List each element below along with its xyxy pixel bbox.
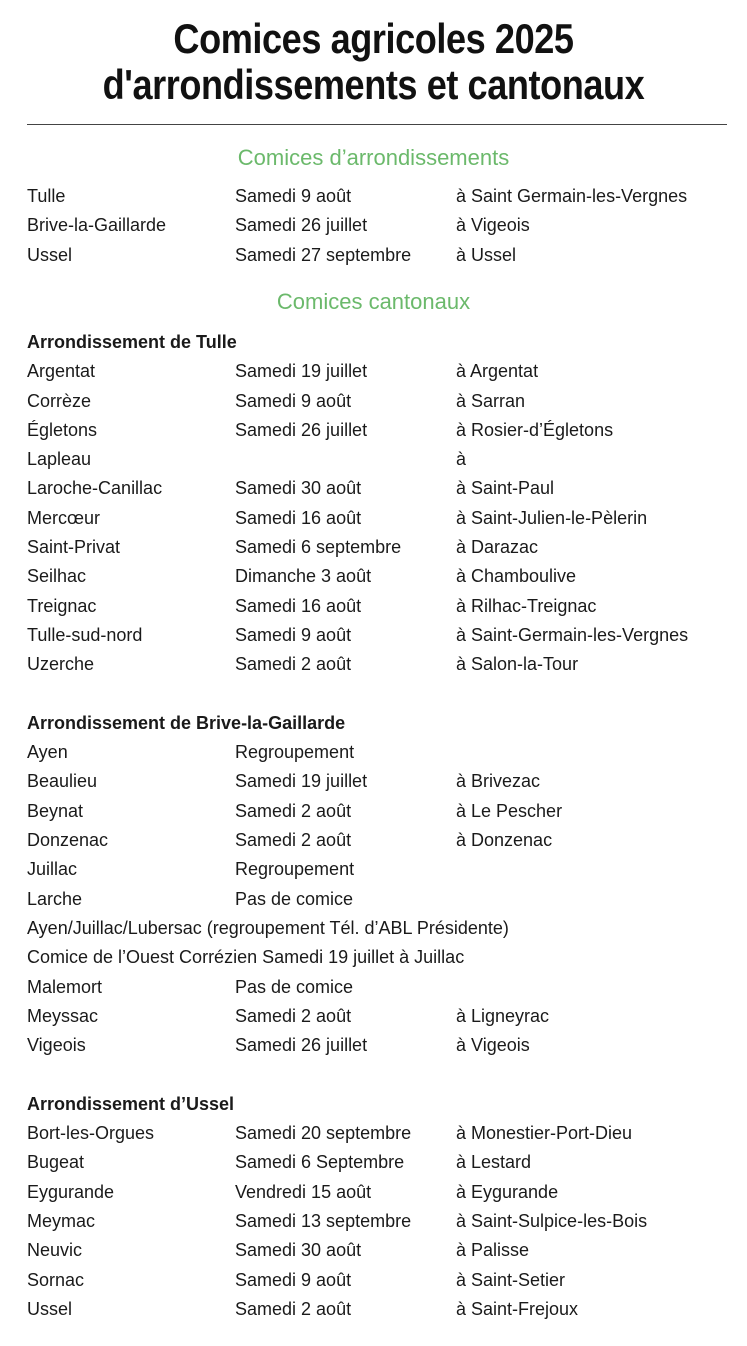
- row-place: à Vigeois: [456, 215, 530, 236]
- table-row: [27, 387, 737, 416]
- title-line-1: Comices agricoles 2025: [173, 15, 574, 62]
- heading-tulle: Arrondissement de Tulle: [27, 332, 237, 352]
- row-name: Sornac: [27, 1269, 85, 1290]
- row-name: Corrèze: [27, 390, 92, 411]
- page-title: [52, 0, 694, 108]
- row-name: Saint-Privat: [27, 537, 121, 558]
- row-date: Samedi 26 juillet: [235, 215, 368, 236]
- row-name: Lapleau: [27, 449, 92, 470]
- row-date: Samedi 30 août: [235, 1240, 362, 1261]
- row-date: Samedi 2 août: [235, 1298, 352, 1319]
- row-name: Meyssac: [27, 1005, 99, 1026]
- row-name: Ussel: [27, 1298, 73, 1319]
- row-date: Samedi 9 août: [235, 624, 352, 645]
- table-row: [27, 211, 737, 240]
- row-name: Seilhac: [27, 566, 87, 587]
- row-name: Uzerche: [27, 654, 95, 675]
- row-place: à Saint-Sulpice-les-Bois: [456, 1210, 648, 1231]
- row-date: Samedi 6 septembre: [235, 537, 402, 558]
- row-name: Bugeat: [27, 1152, 85, 1173]
- row-date: Samedi 2 août: [235, 654, 352, 675]
- row-date: Samedi 9 août: [235, 186, 352, 206]
- heading-brive: Arrondissement de Brive-la-Gaillarde: [27, 712, 346, 733]
- row-place: à Darazac: [456, 537, 539, 558]
- row-name: Neuvic: [27, 1240, 83, 1261]
- row-place: à Ussel: [456, 244, 517, 265]
- title-line-2: d'arrondissements et cantonaux: [102, 61, 645, 108]
- row-name: Beynat: [27, 800, 84, 821]
- row-name: Donzenac: [27, 830, 109, 851]
- row-place: à Saint-Julien-le-Pèlerin: [456, 507, 648, 528]
- row-name: Treignac: [27, 595, 97, 616]
- row-name: Tulle-sud-nord: [27, 624, 143, 645]
- row-date: Samedi 27 septembre: [235, 244, 412, 265]
- heading-ussel: Arrondissement d’Ussel: [27, 1093, 235, 1114]
- row-name: Vigeois: [27, 1035, 86, 1056]
- row-name: Bort-les-Orgues: [27, 1123, 155, 1144]
- table-row: [27, 885, 737, 914]
- row-name: Tulle: [27, 186, 66, 206]
- row-name: Ayen: [27, 742, 68, 763]
- table-row: [27, 767, 737, 796]
- row-name: Eygurande: [27, 1181, 115, 1202]
- table-row: [27, 1031, 737, 1060]
- row-date: Samedi 2 août: [235, 1005, 352, 1026]
- row-place: à Saint-Germain-les-Vergnes: [456, 624, 689, 645]
- table-row: [27, 592, 737, 621]
- row-place: à Saint Germain-les-Vergnes: [456, 186, 688, 206]
- row-date: Samedi 6 Septembre: [235, 1152, 405, 1173]
- table-row: [27, 621, 737, 650]
- row-name: Égletons: [27, 419, 98, 440]
- table-row: [27, 973, 737, 1002]
- row-place: à Chamboulive: [456, 566, 577, 587]
- row-date: Samedi 2 août: [235, 800, 352, 821]
- section-gap: [27, 680, 737, 709]
- row-place: à Rosier-d’Égletons: [456, 419, 614, 440]
- row-name: Beaulieu: [27, 771, 98, 792]
- table-row: [27, 797, 737, 826]
- table-row: [27, 1148, 737, 1177]
- row-name: Larche: [27, 888, 83, 909]
- row-place: à Lestard: [456, 1152, 532, 1173]
- row-place: à Saint-Setier: [456, 1269, 566, 1290]
- table-row: [27, 826, 737, 855]
- row-place: à Monestier-Port-Dieu: [456, 1123, 633, 1144]
- table-row: [27, 1236, 737, 1265]
- row-name: Laroche-Canillac: [27, 478, 163, 499]
- row-place: à Donzenac: [456, 830, 553, 851]
- table-row: [27, 738, 737, 767]
- row-date: Regroupement: [235, 859, 355, 880]
- row-place: à Palisse: [456, 1240, 530, 1261]
- row-name: Mercœur: [27, 507, 100, 528]
- row-place: à Sarran: [456, 390, 526, 411]
- row-place: à Saint-Paul: [456, 478, 555, 499]
- arrondissements-list: [27, 182, 737, 270]
- row-date: Samedi 13 septembre: [235, 1210, 412, 1231]
- table-row: [27, 1119, 737, 1148]
- row-date: Pas de comice: [235, 888, 354, 909]
- row-date: Pas de comice: [235, 976, 354, 997]
- row-date: Dimanche 3 août: [235, 566, 372, 587]
- row-place: à: [456, 449, 467, 470]
- section-title-cantonaux: Comices cantonaux: [276, 289, 471, 314]
- row-date: Samedi 16 août: [235, 595, 362, 616]
- table-row: [27, 504, 737, 533]
- row-date: Samedi 9 août: [235, 390, 352, 411]
- table-row: [27, 445, 737, 474]
- row-place: à Brivezac: [456, 771, 541, 792]
- row-date: Samedi 2 août: [235, 830, 352, 851]
- table-row: [27, 182, 737, 211]
- row-date: Samedi 16 août: [235, 507, 362, 528]
- row-place: à Ligneyrac: [456, 1005, 550, 1026]
- row-name: Argentat: [27, 361, 96, 382]
- row-date: Samedi 26 juillet: [235, 1035, 368, 1056]
- row-date: Vendredi 15 août: [235, 1181, 372, 1202]
- table-row: [27, 474, 737, 503]
- table-row: [27, 241, 737, 270]
- row-place: à Le Pescher: [456, 800, 563, 821]
- section-title-arrondissements: Comices d’arrondissements: [237, 145, 510, 170]
- note-regroupement: Ayen/Juillac/Lubersac (regroupement Tél. d’ABL Présidente): [27, 917, 509, 938]
- section-gap: [27, 1060, 737, 1089]
- table-row: [27, 416, 737, 445]
- table-row: [27, 1207, 737, 1236]
- row-name: Malemort: [27, 976, 103, 997]
- row-date: Samedi 20 septembre: [235, 1123, 412, 1144]
- table-row: [27, 1002, 737, 1031]
- row-place: à Vigeois: [456, 1035, 530, 1056]
- row-date: Regroupement: [235, 742, 355, 763]
- row-place: à Rilhac-Treignac: [456, 595, 597, 616]
- row-name: Meymac: [27, 1210, 96, 1231]
- row-date: Samedi 30 août: [235, 478, 362, 499]
- row-place: à Eygurande: [456, 1181, 559, 1202]
- table-row: [27, 562, 737, 591]
- row-date: Samedi 9 août: [235, 1269, 352, 1290]
- row-date: Samedi 19 juillet: [235, 361, 368, 382]
- table-row: [27, 855, 737, 884]
- table-row: [27, 1295, 737, 1324]
- table-row: [27, 1266, 737, 1295]
- row-name: Brive-la-Gaillarde: [27, 215, 167, 236]
- row-name: Ussel: [27, 244, 73, 265]
- table-row: [27, 357, 737, 386]
- title-divider: [27, 124, 727, 125]
- note-ouest-correzien: Comice de l’Ouest Corrézien Samedi 19 juillet à Juillac: [27, 947, 465, 968]
- table-row: [27, 1178, 737, 1207]
- table-row: [27, 533, 737, 562]
- row-name: Juillac: [27, 859, 78, 880]
- cantonaux-list: [27, 328, 737, 1324]
- row-place: à Argentat: [456, 361, 539, 382]
- table-row: [27, 650, 737, 679]
- row-place: à Salon-la-Tour: [456, 654, 579, 675]
- row-date: Samedi 26 juillet: [235, 419, 368, 440]
- row-date: Samedi 19 juillet: [235, 771, 368, 792]
- row-place: à Saint-Frejoux: [456, 1298, 579, 1319]
